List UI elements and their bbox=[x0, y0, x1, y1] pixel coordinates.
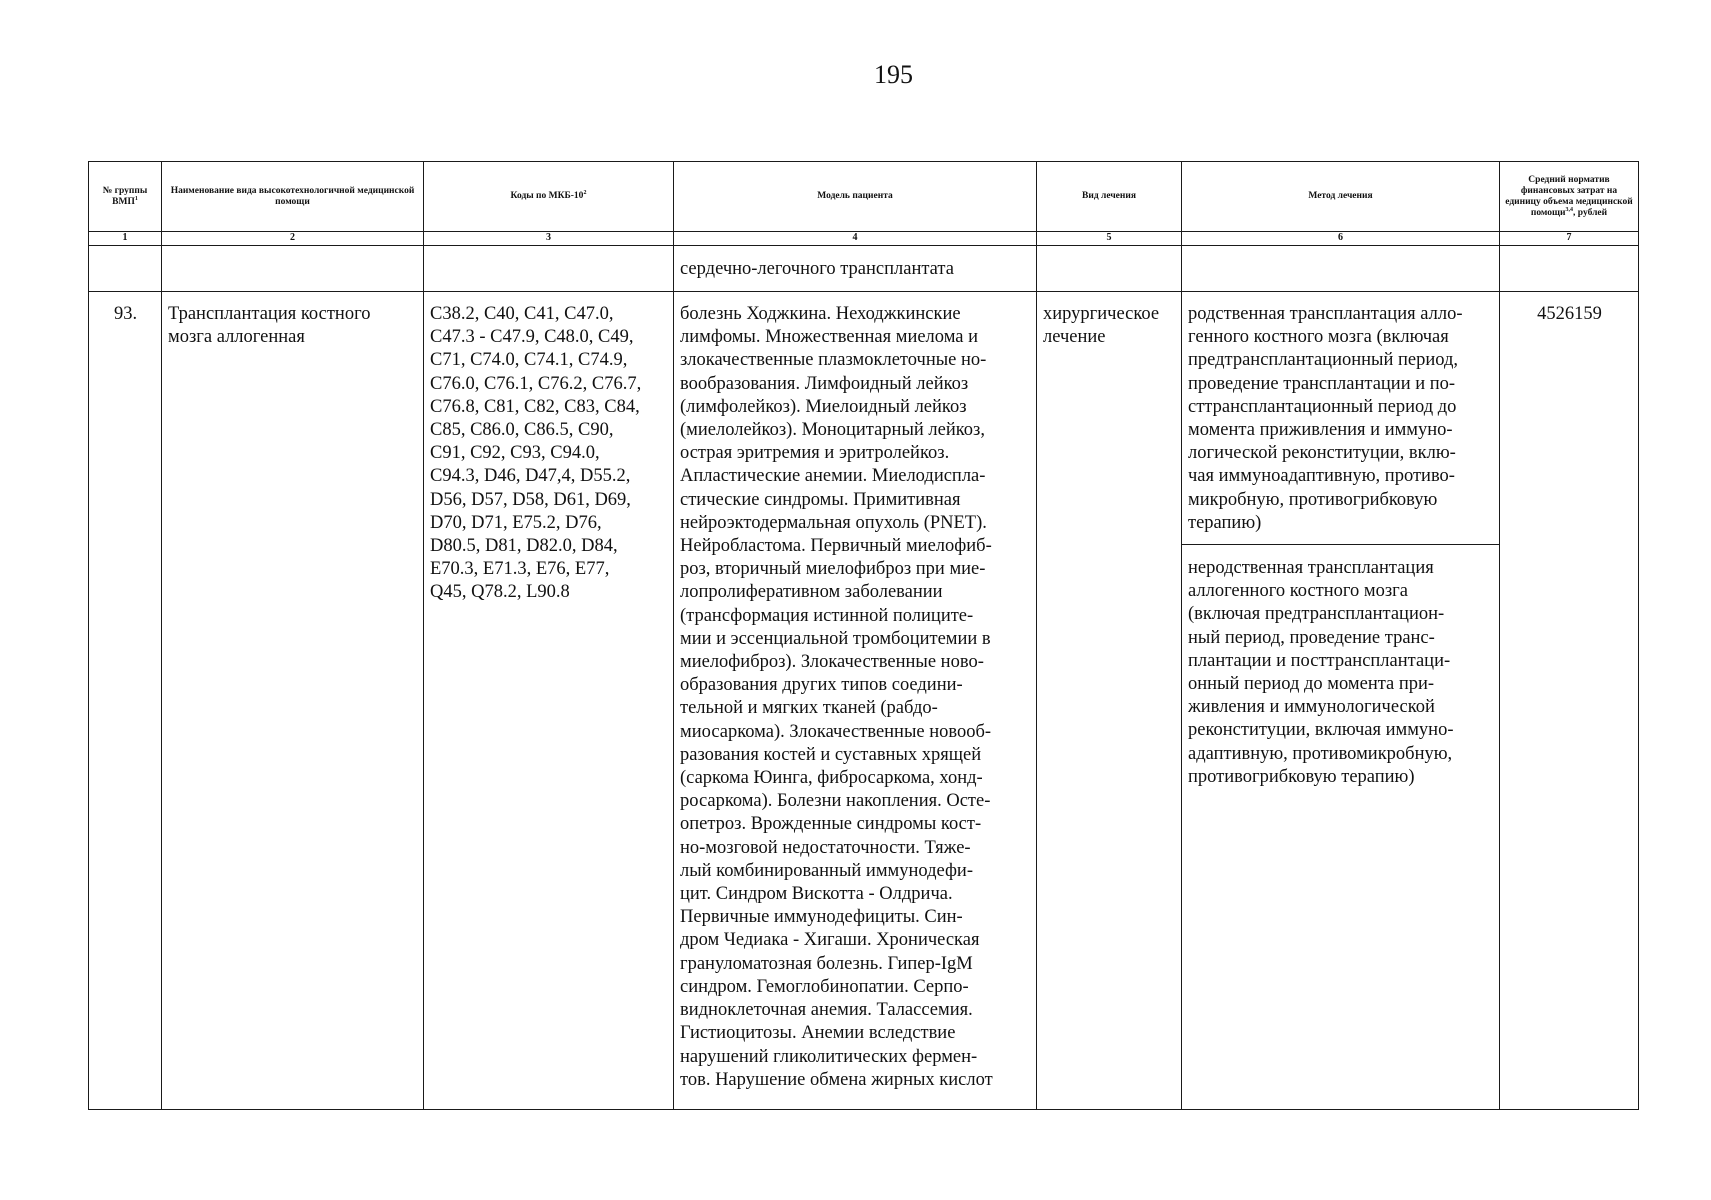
empty-cell bbox=[424, 246, 674, 292]
empty-cell bbox=[89, 246, 162, 292]
cost-cell: 4526159 bbox=[1500, 292, 1639, 1110]
column-number: 6 bbox=[1182, 232, 1500, 246]
continuation-patient-model: сердечно-легочного трансплантата bbox=[674, 246, 1037, 292]
empty-cell bbox=[1500, 246, 1639, 292]
vmp-name-cell: Трансплантация костного мозга аллогенная bbox=[162, 292, 424, 1110]
column-number: 5 bbox=[1037, 232, 1182, 246]
group-number-cell: 93. bbox=[89, 292, 162, 1110]
method-related-transplant: родственная трансплантация алло- генного костного мозга (включая предтрансплантационный период, проведение трансплантации и по- сттрансплантационный период до момента приживления и иммуно- логической реконституции, вклю- чая иммуноадаптивную, противо- микробную, противогрибковую терапию) bbox=[1188, 304, 1463, 533]
column-number: 3 bbox=[424, 232, 674, 246]
continuation-row bbox=[89, 246, 1639, 292]
column-number: 4 bbox=[674, 232, 1037, 246]
header-group-number: № группы ВМП$^1$ bbox=[89, 162, 162, 232]
column-number: 2 bbox=[162, 232, 424, 246]
table-row bbox=[89, 292, 1639, 1110]
treatment-type-cell: хирургическое лечение bbox=[1037, 292, 1182, 1110]
page-number: 195 bbox=[874, 60, 913, 89]
header-cost: Средний норматив финансовых затрат на единицу объема медицинской помощи$^{3,4}$, рублей bbox=[1500, 162, 1639, 232]
patient-model-cell: болезнь Ходжкина. Неходжкинские лимфомы. Множественная миелома и злокачественные плазмоклеточные но- вообразования. Лимфоидный лейкоз (лимфолейкоз). Миелоидный лейкоз (миелолейкоз). Моноцитарный лейкоз, острая эритремия и эритролейкоз. Апластические анемии. Миелодиспла- стические синдромы. Примитивная нейроэктодермальная опухоль (PNET). Нейробластома. Первичный миелофиб- роз, вторичный миелофиброз при мие- лопролиферативном заболевании (трансформация истинной полиците- мии и эссенциальной тромбоцитемии в миелофиброз). Злокачественные ново- образования других типов соедини- тельной и мягких тканей (рабдо- миосаркома). Злокачественные новооб- разования костей и суставных хрящей (саркома Юинга, фибросаркома, хонд- росаркома). Болезни накопления. Осте- опетроз. Врожденные синдромы кост- но-мозговой недостаточности. Тяже- лый комбинированный иммунодефи- цит. Синдром Вискотта - Олдрича. Первичные иммунодефициты. Син- дром Чедиака - Хигаши. Хроническая грануломатозная болезнь. Гипер-IgM синдром. Гемоглобинопатии. Серпо- видноклеточная анемия. Талассемия. Гистиоцитозы. Анемии вследствие нарушений гликолитических фермен- тов. Нарушение обмена жирных кислот bbox=[674, 292, 1037, 1110]
header-treatment-type: Вид лечения bbox=[1037, 162, 1182, 232]
empty-cell bbox=[1037, 246, 1182, 292]
header-patient-model: Модель пациента bbox=[674, 162, 1037, 232]
vmp-table bbox=[88, 161, 1639, 1110]
header-icd-codes: Коды по МКБ-$10^2$ bbox=[424, 162, 674, 232]
treatment-method-cell bbox=[1182, 292, 1500, 1110]
column-number-row bbox=[89, 232, 1639, 246]
column-number: 7 bbox=[1500, 232, 1639, 246]
method-unrelated-transplant: неродственная трансплантация аллогенного костного мозга (включая предтрансплантацион- ный период, проведение транс- плантации и посттрансплантаци- онный период до момента при- живления и иммунологической реконституции, включая иммуно- адаптивную, противомикробную, противогрибковую терапию) bbox=[1182, 544, 1499, 798]
header-vmp-name: Наименование вида высокотехнологичной медицинской помощи bbox=[162, 162, 424, 232]
empty-cell bbox=[1182, 246, 1500, 292]
header-row bbox=[89, 162, 1639, 232]
empty-cell bbox=[162, 246, 424, 292]
column-number: 1 bbox=[89, 232, 162, 246]
header-treatment-method: Метод лечения bbox=[1182, 162, 1500, 232]
icd-codes-cell: C38.2, C40, C41, C47.0, C47.3 - C47.9, C48.0, C49, C71, C74.0, C74.1, C74.9, C76.0, C76.1, C76.2, C76.7, C76.8, C81, C82, C83, C84, C85, C86.0, C86.5, C90, C91, C92, C93, C94.0, C94.3, D46, D47,4, D55.2, D56, D57, D58, D61, D69, D70, D71, E75.2, D76, D80.5, D81, D82.0, D84, E70.3, E71.3, E76, E77, Q45, Q78.2, L90.8 bbox=[424, 292, 674, 1110]
